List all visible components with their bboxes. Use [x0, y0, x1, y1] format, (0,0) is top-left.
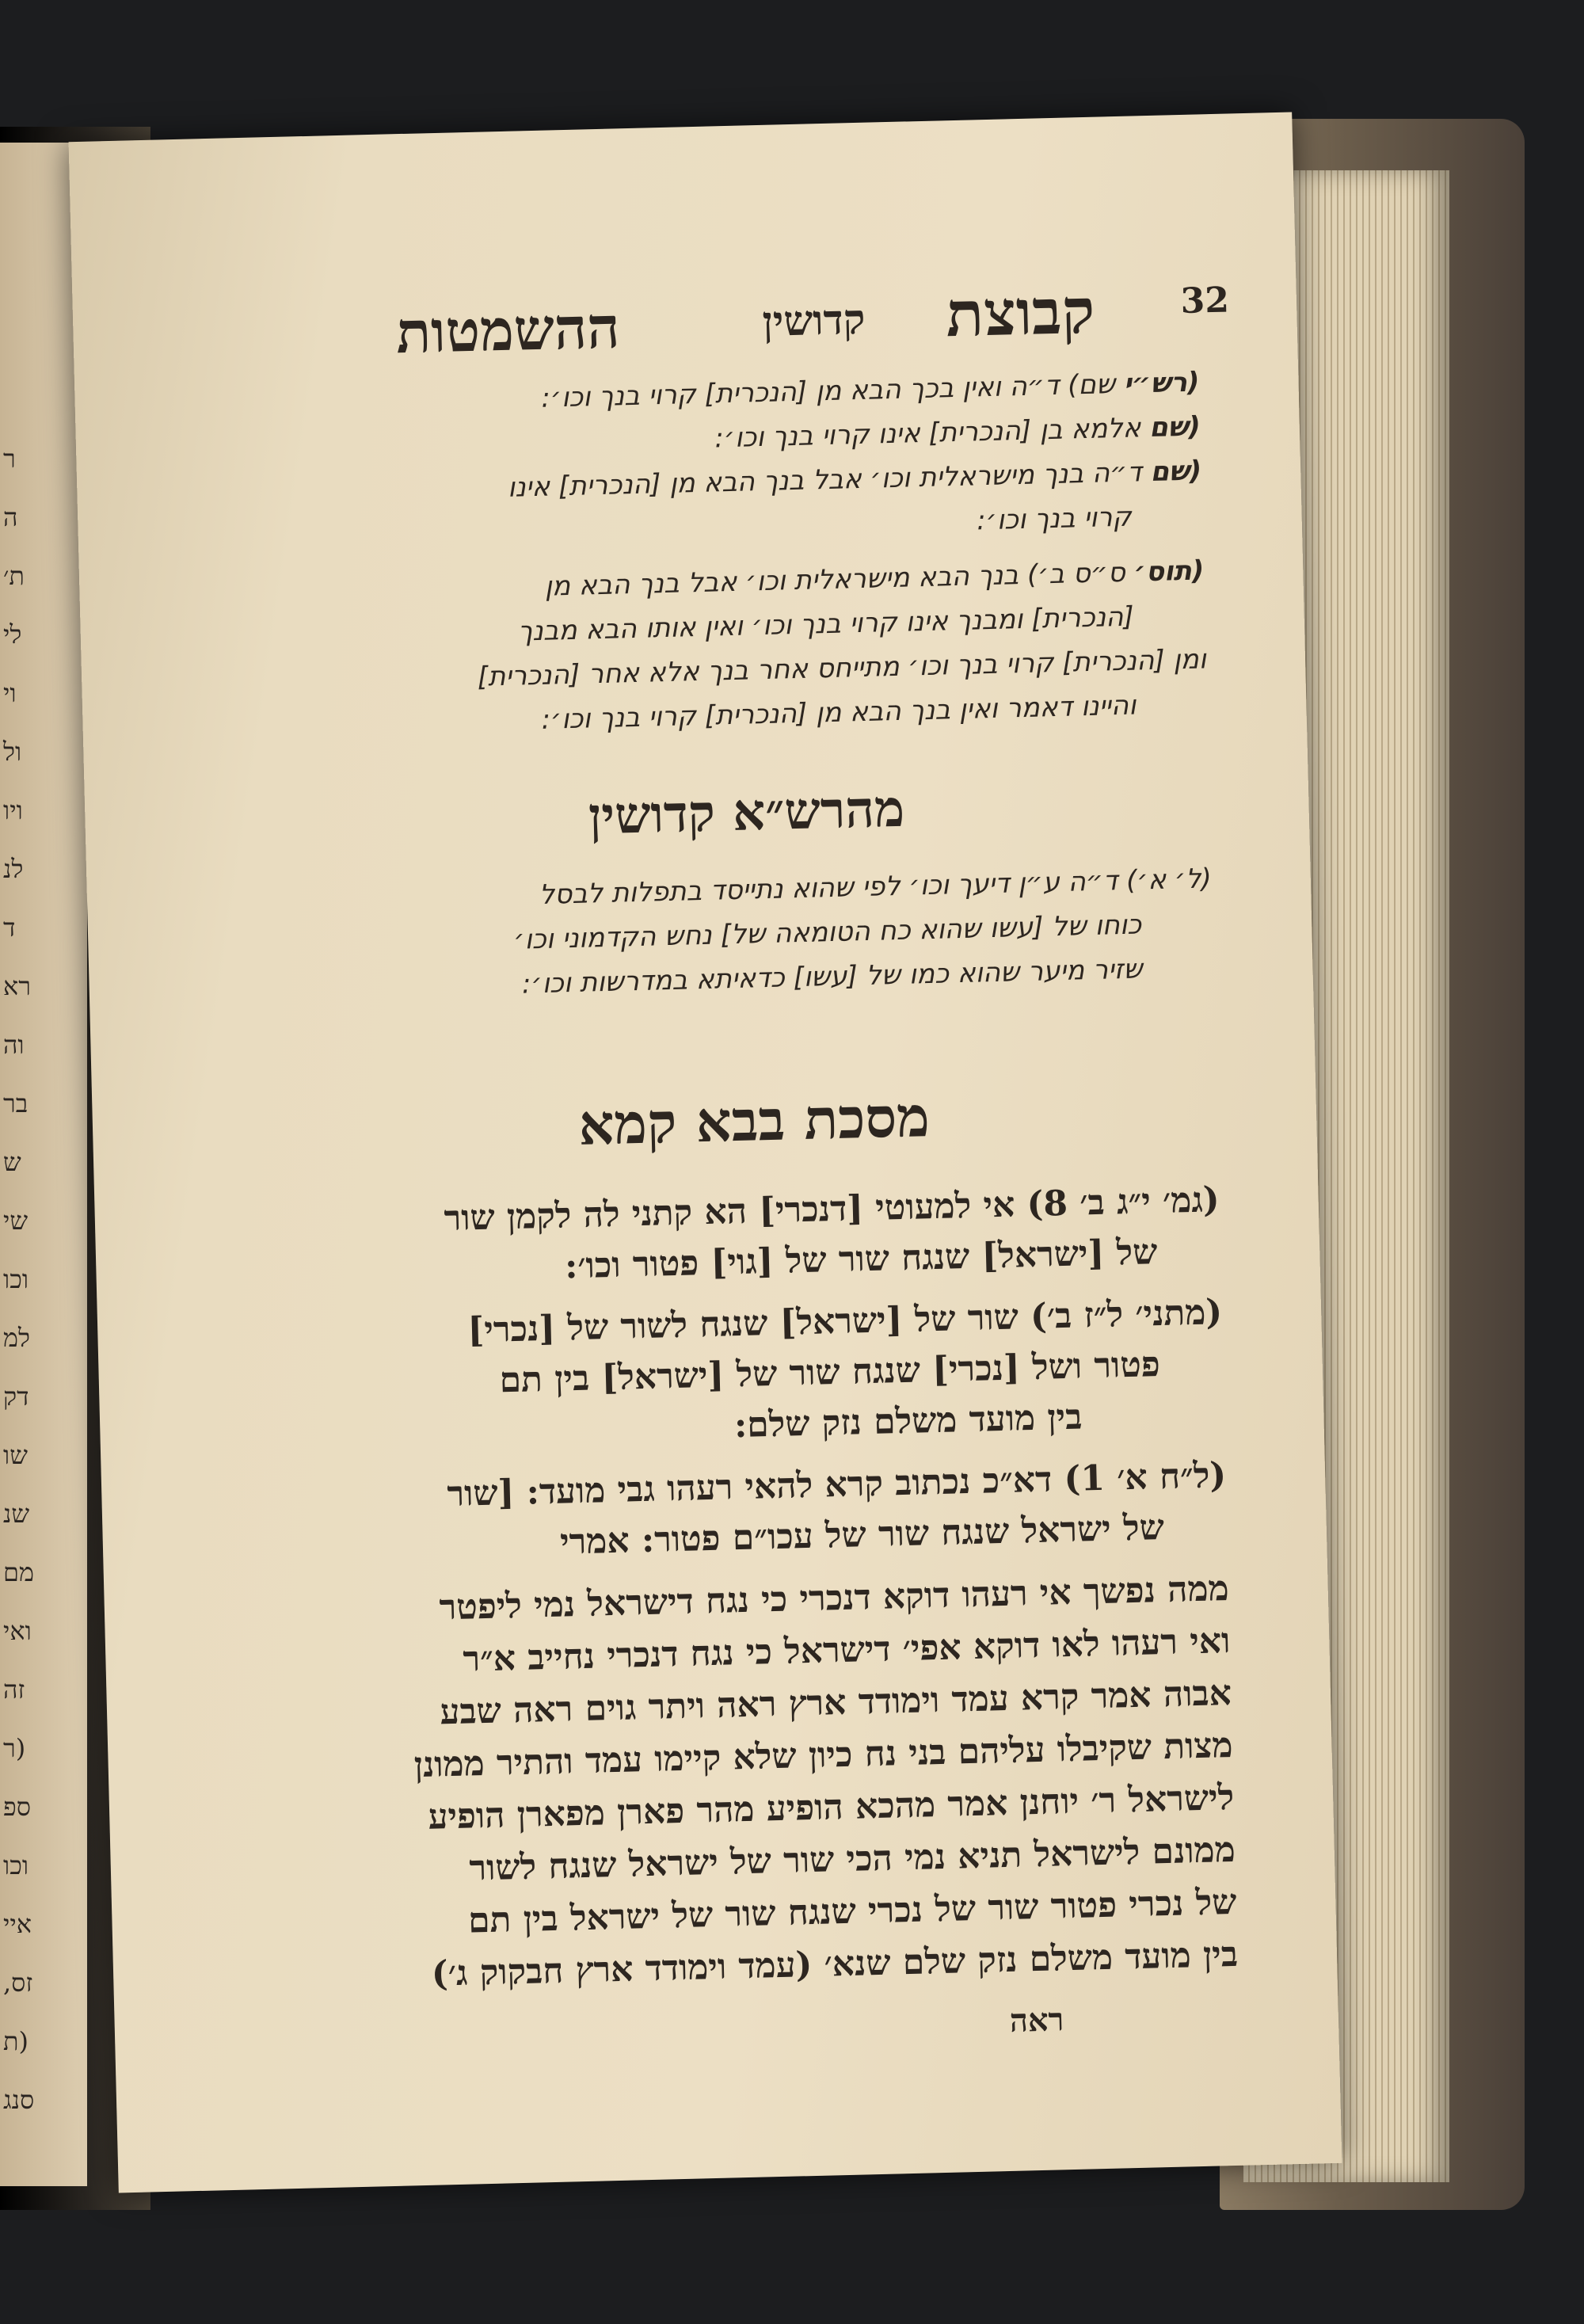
- rashi-label: (שם: [1150, 455, 1202, 489]
- left-page-fragment: סנג: [3, 2085, 35, 2115]
- lach-text: דא״כ נכתוב קרא להאי רעהו גבי מועד: [שור: [446, 1459, 1053, 1515]
- mishna-block: [295, 1287, 1225, 1462]
- tosafot-block: [277, 548, 1208, 749]
- rashi-text: ד״ה בנך מישראלית וכו׳ אבל בנך הבא מן [הנכרית] אינו: [507, 456, 1143, 504]
- tosafot-text: ס״ס ב׳) בנך הבא מישראלית וכו׳ אבל בנך הבא מן: [544, 556, 1126, 603]
- mishna-line: בין מועד משלם נזק שלם:: [733, 1396, 1083, 1446]
- left-page-fragment: בר: [3, 1088, 29, 1118]
- lach-label: (ל״ח א׳ 1): [1063, 1455, 1227, 1500]
- maharsha-line: (ל׳ א׳) ד״ה ע״ן דיעך וכו׳ לפי שהוא נתייסד בתפלות לבסל: [539, 863, 1213, 912]
- body-line: לישראל ר׳ יוחנן אמר מהכא הופיע מהר פארן מפארן הופיע: [427, 1777, 1235, 1838]
- lach-block: [299, 1450, 1228, 1575]
- left-page-fragment: ר: [3, 444, 16, 474]
- left-page-fragment: וי: [3, 678, 17, 708]
- body-block: [302, 1563, 1239, 2003]
- left-page-fragment: וכו: [3, 1264, 29, 1294]
- page-content: [270, 273, 1239, 2057]
- body-line: ממה נפשך אי רעהו דוקא דנכרי כי נגח דישראל נמי ליפטר: [439, 1568, 1230, 1629]
- header-title-kiddushin: קדושין: [761, 295, 866, 346]
- left-page-fragment: רא: [3, 971, 31, 1001]
- left-page-fragment: וכו: [3, 1850, 29, 1880]
- rashi-cont: קרוי בנך וכו׳:: [976, 501, 1133, 537]
- rashi-block: [272, 360, 1203, 560]
- left-page-fragment: זס,: [3, 1968, 33, 1998]
- book-page: [69, 112, 1342, 2193]
- body-line: אבוה אמר קרא עמד וימודד ארץ ראה ויתר גוים ראה שבע: [439, 1672, 1232, 1733]
- left-page-fragment: איי: [3, 1909, 32, 1939]
- lach-line: של ישראל שנגח שור של עכו״ם פטור: אמרי: [559, 1507, 1165, 1563]
- mishna-line: פטור ושל [נכרי] שנגח שור של [ישראל] בין תם: [499, 1344, 1161, 1401]
- mishna-text: ל״ז ב׳) שור של [ישראל] שנגח לשור של [נכרי]: [466, 1294, 1124, 1351]
- left-page-fragment: דק: [3, 1381, 29, 1412]
- maharsha-title: מהרש״א קדושין: [588, 779, 905, 847]
- left-page-fragment: ול: [3, 737, 22, 767]
- body-line: ממונם לישראל תניא נמי הכי שור של ישראל שנגח לשור: [468, 1829, 1236, 1889]
- left-page-fragment: ואי: [3, 1616, 32, 1646]
- maharsha-block: [284, 856, 1214, 1012]
- catchword: ראה: [1009, 2001, 1064, 2040]
- maharsha-line: כוחו של [עשו שהוא כח הטומאה של] נחש הקדמוני וכו׳: [512, 909, 1142, 956]
- body-line: של נכרי פטור שור של נכרי שנגח שור של ישראל בין תם: [467, 1881, 1237, 1941]
- left-page-fragment: למ: [3, 1323, 30, 1353]
- gemara-label: (גמ׳: [1162, 1179, 1220, 1221]
- left-page-fragment: לי: [3, 619, 22, 650]
- left-page-fragment: ויו: [3, 795, 23, 825]
- left-page-fragment: ד: [3, 912, 16, 943]
- left-page-fragment: לנ: [3, 854, 24, 884]
- body-line: בין מועד משלם נזק שלם שנא׳ (עמד וימודד ארץ חבקוק ג׳): [431, 1933, 1239, 1994]
- tosafot-line: ומן [הנכרית] קרוי בנך וכו׳ מתייחס אחר בנך אלא אחר [הנכרית]: [477, 643, 1207, 693]
- left-page-fragment: מם: [3, 1557, 34, 1587]
- rashi-label: (שם: [1148, 410, 1201, 444]
- maharsha-line: שזיר מיער שהוא כמו של [עשו] כדאיתא במדרשות וכו׳:: [521, 953, 1143, 1000]
- header-title-kevutzat: קבוצת: [945, 275, 1096, 352]
- left-page-edge: [0, 143, 87, 2186]
- left-page-fragment: ה: [3, 502, 18, 532]
- page-number: 32: [1180, 280, 1230, 322]
- gemara-line: של [ישראל] שנגח שור של [גוי] פטור וכו׳:: [564, 1232, 1158, 1287]
- left-page-fragment: ספ: [3, 1792, 31, 1822]
- rashi-text: אלמא בן [הנכרית] אינו קרוי בנך וכו׳:: [714, 412, 1141, 455]
- tosafot-line: [הנכרית] ומבנך אינו קרוי בנך וכו׳ ואין אותו הבא מבנך: [517, 600, 1135, 648]
- gemara-block: [292, 1175, 1221, 1299]
- left-page-fragment: (ר: [3, 1733, 26, 1763]
- body-line: מצות שקיבלו עליהם בני נח כיון שלא קיימו עמד והתיר ממונן: [413, 1724, 1234, 1786]
- left-page-fragment: ת׳: [3, 561, 25, 591]
- mishna-label: (מתני׳: [1134, 1292, 1223, 1335]
- header-title-hashmatot: ההשמטות: [395, 293, 621, 367]
- left-page-fragment: (ת: [3, 2026, 29, 2056]
- tosafot-line: והיינו דאמר ואין בנך הבא מן [הנכרית] קרוי בנך וכו׳:: [541, 689, 1137, 736]
- bava-kama-title: מסכת בבא קמא: [577, 1084, 931, 1158]
- body-line: ואי רעהו לאו דוקא אפי׳ דישראל כי נגח דנכרי נחייב א״ר: [462, 1620, 1231, 1680]
- left-page-fragment: זה: [3, 1674, 25, 1705]
- left-page-fragment: שנ: [3, 1499, 30, 1529]
- rashi-text: שם) ד״ה ואין בכך הבא מן [הנכרית] קרוי בנך וכו׳:: [540, 368, 1116, 414]
- tosafot-label: (תוס׳: [1133, 554, 1205, 589]
- left-page-fragment: שי: [3, 1206, 29, 1236]
- gemara-text: י״ג ב׳ 8) אי למעוטי [דנכרי] הא קתני לה לקמן שור: [444, 1181, 1152, 1240]
- left-page-fragment: ש: [3, 1147, 21, 1177]
- left-page-fragment: שו: [3, 1440, 28, 1470]
- rashi-label: (רש״י: [1123, 366, 1200, 400]
- left-page-fragment: וה: [3, 1030, 25, 1060]
